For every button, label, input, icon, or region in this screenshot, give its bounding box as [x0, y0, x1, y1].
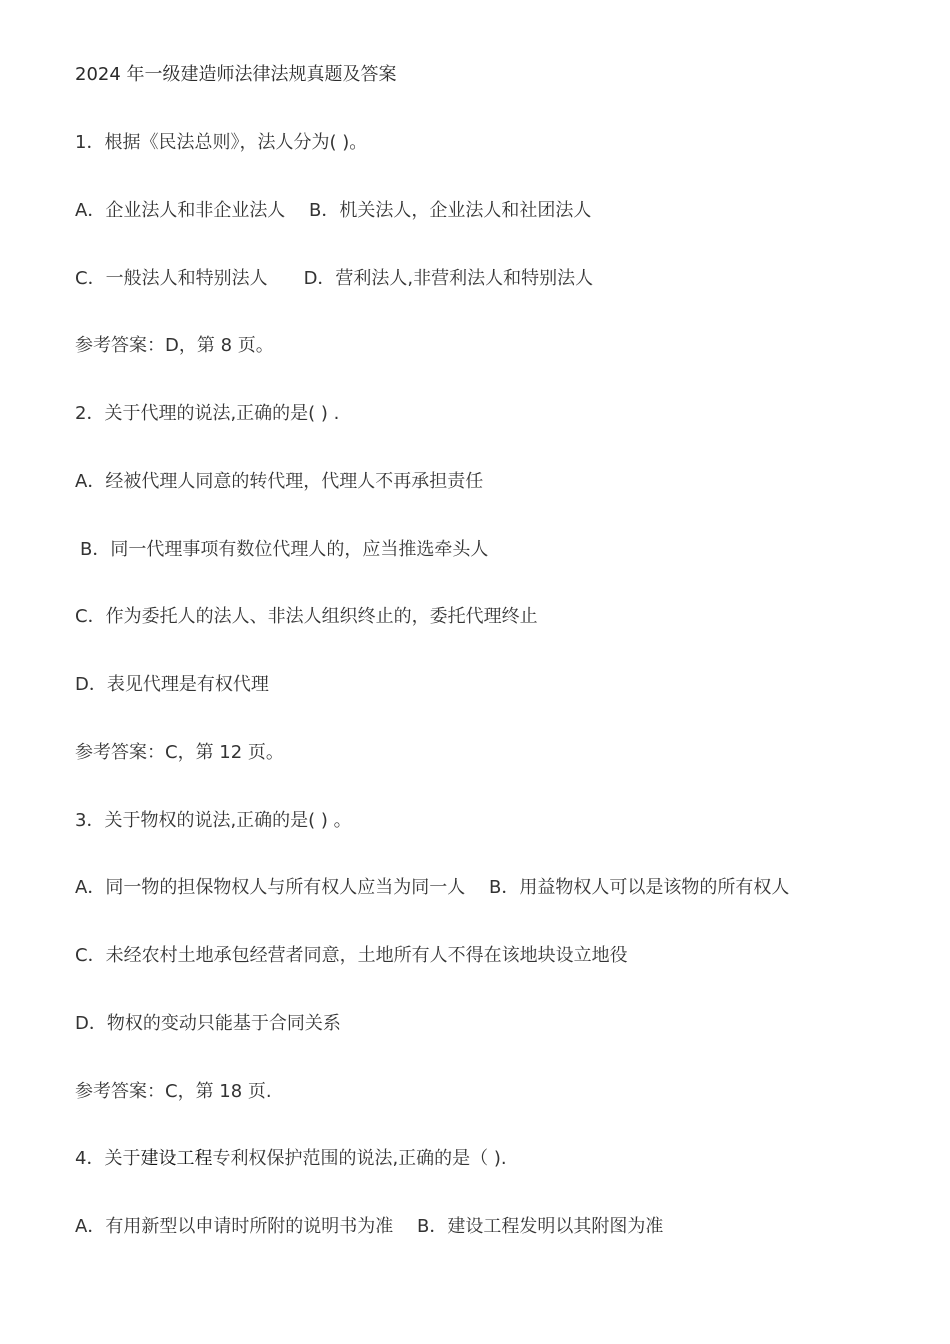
question-3-answer: 参考答案：C，第 18 页.: [75, 1081, 272, 1102]
question-3-option-d: D．物权的变动只能基于合同关系: [75, 1013, 341, 1034]
question-2-stem: 2．关于代理的说法,正确的是( ) .: [75, 403, 340, 424]
question-1-options-ab: A．企业法人和非企业法人 B．机关法人，企业法人和社团法人: [75, 200, 592, 221]
question-3-stem: 3．关于物权的说法,正确的是( ) 。: [75, 810, 352, 831]
question-2-option-b: B．同一代理事项有数位代理人的，应当推选牵头人: [80, 539, 489, 560]
question-4-options-ab: A．有用新型以申请时所附的说明书为准 B．建设工程发明以其附图为准: [75, 1216, 664, 1237]
question-1-stem: 1．根据《民法总则》，法人分为( )。: [75, 132, 368, 153]
question-4-stem-prefix: 4．关于: [75, 1148, 141, 1169]
question-4-keyword-link[interactable]: 建设工程: [140, 1148, 213, 1169]
document-title: 2024 年一级建造师法律法规真题及答案: [75, 64, 397, 85]
question-3-option-c: C．未经农村土地承包经营者同意，土地所有人不得在该地块设立地役: [75, 945, 628, 966]
question-2-answer: 参考答案：C，第 12 页。: [75, 742, 284, 763]
question-2-option-c: C．作为委托人的法人、非法人组织终止的，委托代理终止: [75, 606, 538, 627]
question-4-stem: [75, 1147, 507, 1171]
question-4-stem-suffix: 专利权保护范围的说法,正确的是（ ).: [212, 1148, 507, 1169]
question-3-options-ab: A．同一物的担保物权人与所有权人应当为同一人 B．用益物权人可以是该物的所有权人: [75, 877, 790, 898]
question-2-option-d: D．表见代理是有权代理: [75, 674, 269, 695]
question-2-option-a: A．经被代理人同意的转代理，代理人不再承担责任: [75, 471, 484, 492]
question-1-options-cd: C．一般法人和特别法人 D．营利法人,非营利法人和特别法人: [75, 268, 594, 289]
question-1-answer: 参考答案：D，第 8 页。: [75, 335, 274, 356]
